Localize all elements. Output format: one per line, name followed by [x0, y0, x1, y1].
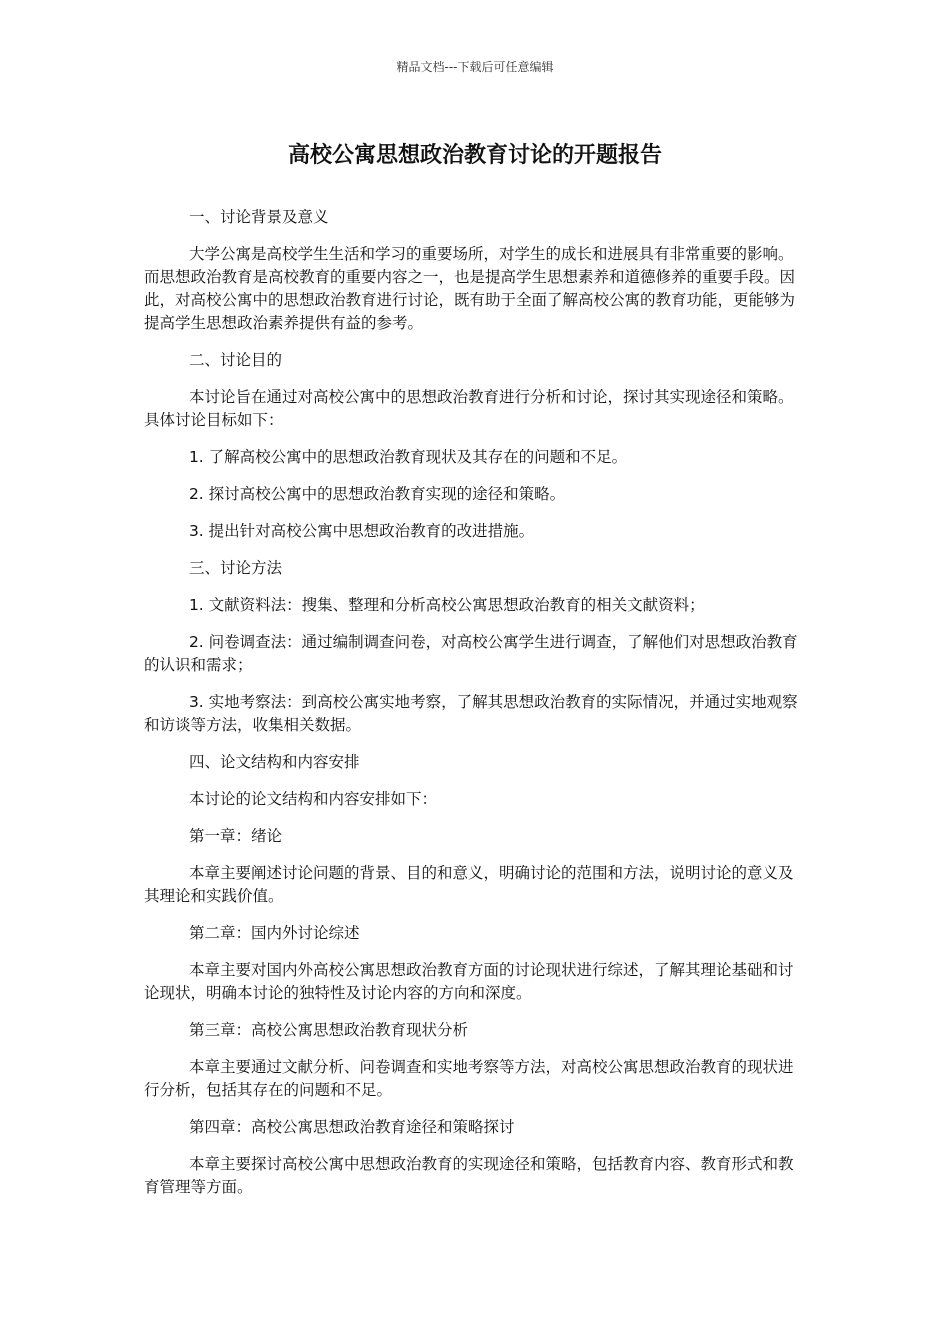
document-body	[144, 206, 806, 1213]
list-item-method-2: 2. 问卷调查法：通过编制调查问卷，对高校公寓学生进行调查，了解他们对思想政治教育的认识和需求；	[144, 633, 798, 674]
chapter-summary-3: 本章主要通过文献分析、问卷调查和实地考察等方法，对高校公寓思想政治教育的现状进行分析，包括其存在的问题和不足。	[144, 1058, 794, 1099]
page-header: 精品文档---下载后可任意编辑	[396, 60, 554, 74]
chapter-summary-4: 本章主要探讨高校公寓中思想政治教育的实现途径和策略，包括教育内容、教育形式和教育管理等方面。	[144, 1155, 794, 1196]
section-heading-methods: 三、讨论方法	[188, 559, 282, 577]
section-heading-structure: 四、论文结构和内容安排	[188, 753, 360, 771]
list-item-goal-1: 1. 了解高校公寓中的思想政治教育现状及其存在的问题和不足。	[188, 448, 628, 466]
chapter-heading-4: 第四章：高校公寓思想政治教育途径和策略探讨	[188, 1118, 515, 1136]
list-item-goal-2: 2. 探讨高校公寓中的思想政治教育实现的途径和策略。	[188, 485, 566, 503]
paragraph-background: 大学公寓是高校学生生活和学习的重要场所，对学生的成长和进展具有非常重要的影响。而思想政治教育是高校教育的重要内容之一，也是提高学生思想素养和道德修养的重要手段。因此，对高校公寓中的思想政治教育进行讨论，既有助于全面了解高校公寓的教育功能，更能够为提高学生思想政治素养提供有益的参考。	[144, 245, 796, 332]
chapter-summary-1: 本章主要阐述讨论问题的背景、目的和意义，明确讨论的范围和方法，说明讨论的意义及其理论和实践价值。	[144, 864, 794, 905]
list-item-method-3: 3. 实地考察法：到高校公寓实地考察，了解其思想政治教育的实际情况，并通过实地观察和访谈等方法，收集相关数据。	[144, 693, 798, 734]
list-item-method-1: 1. 文献资料法：搜集、整理和分析高校公寓思想政治教育的相关文献资料；	[188, 596, 705, 614]
chapter-heading-1: 第一章：绪论	[188, 827, 282, 845]
section-heading-background: 一、讨论背景及意义	[188, 208, 329, 226]
paragraph-structure-intro: 本讨论的论文结构和内容安排如下：	[188, 790, 437, 808]
document-title: 高校公寓思想政治教育讨论的开题报告	[287, 143, 662, 168]
chapter-heading-3: 第三章：高校公寓思想政治教育现状分析	[188, 1021, 468, 1039]
paragraph-purpose: 本讨论旨在通过对高校公寓中的思想政治教育进行分析和讨论，探讨其实现途径和策略。具体讨论目标如下：	[144, 388, 794, 429]
chapter-summary-2: 本章主要对国内外高校公寓思想政治教育方面的讨论现状进行综述，了解其理论基础和讨论现状，明确本讨论的独特性及讨论内容的方向和深度。	[144, 961, 794, 1002]
chapter-heading-2: 第二章：国内外讨论综述	[188, 924, 360, 942]
section-heading-purpose: 二、讨论目的	[188, 351, 282, 369]
list-item-goal-3: 3. 提出针对高校公寓中思想政治教育的改进措施。	[188, 522, 535, 540]
